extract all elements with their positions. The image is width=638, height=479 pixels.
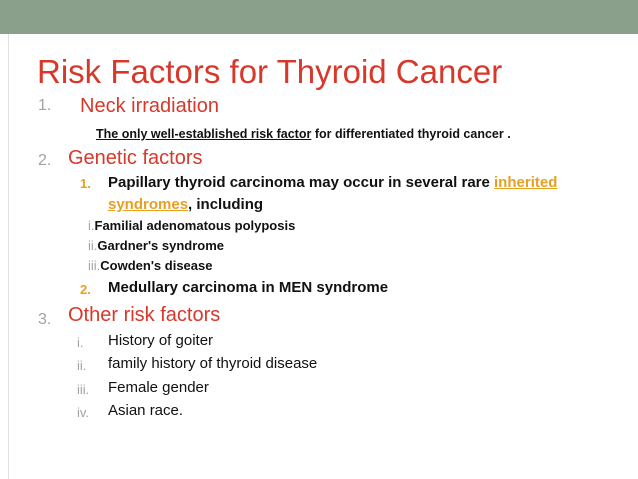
other-item-4-number: iv. (77, 405, 90, 420)
slide-left-rule (8, 34, 9, 479)
slide-title: Risk Factors for Thyroid Cancer (37, 53, 503, 90)
section-1-detail-rest: for differentiated thyroid cancer . (311, 127, 511, 141)
section-2-number: 2. (38, 152, 52, 169)
genetic-subitem-2 (88, 238, 224, 253)
genetic-item-2-text: Medullary carcinoma in MEN syndrome (108, 279, 389, 296)
genetic-item-1-after: , including (188, 196, 264, 213)
section-1-number: 1. (38, 97, 52, 114)
section-1-detail (96, 127, 511, 141)
section-3-number: 3. (38, 311, 52, 328)
section-1-heading: Neck irradiation (80, 95, 219, 117)
genetic-item-1-text: Papillary thyroid carcinoma may occur in several rare (108, 174, 495, 191)
section-2-heading: Genetic factors (68, 147, 203, 169)
subitem-number: i. (88, 218, 95, 233)
other-item-1-text: History of goiter (108, 332, 214, 349)
genetic-item-1-line1 (108, 174, 557, 191)
other-item-3-text: Female gender (108, 379, 209, 396)
subitem-text: Cowden's disease (100, 258, 213, 273)
other-item-2-number: ii. (77, 358, 87, 373)
genetic-subitem-3 (88, 258, 212, 273)
syndromes-link[interactable]: syndromes (108, 196, 189, 213)
risk-factor-link[interactable]: The only well-established risk factor (96, 127, 312, 141)
subitem-text: Familial adenomatous polyposis (94, 218, 296, 233)
genetic-item-1-line2 (108, 196, 263, 213)
subitem-text: Gardner's syndrome (97, 238, 225, 253)
genetic-item-2-number: 2. (80, 282, 91, 297)
genetic-item-1-number: 1. (80, 176, 91, 191)
other-item-3-number: iii. (77, 382, 90, 397)
slide-top-bar (0, 0, 638, 34)
subitem-number: ii. (88, 238, 98, 253)
subitem-number: iii. (88, 258, 101, 273)
other-item-2-text: family history of thyroid disease (108, 355, 318, 372)
other-item-4-text: Asian race. (108, 402, 184, 419)
section-3-heading: Other risk factors (68, 304, 221, 326)
other-item-1-number: i. (77, 335, 84, 350)
genetic-subitem-1 (88, 218, 295, 233)
inherited-link[interactable]: inherited (494, 174, 558, 191)
